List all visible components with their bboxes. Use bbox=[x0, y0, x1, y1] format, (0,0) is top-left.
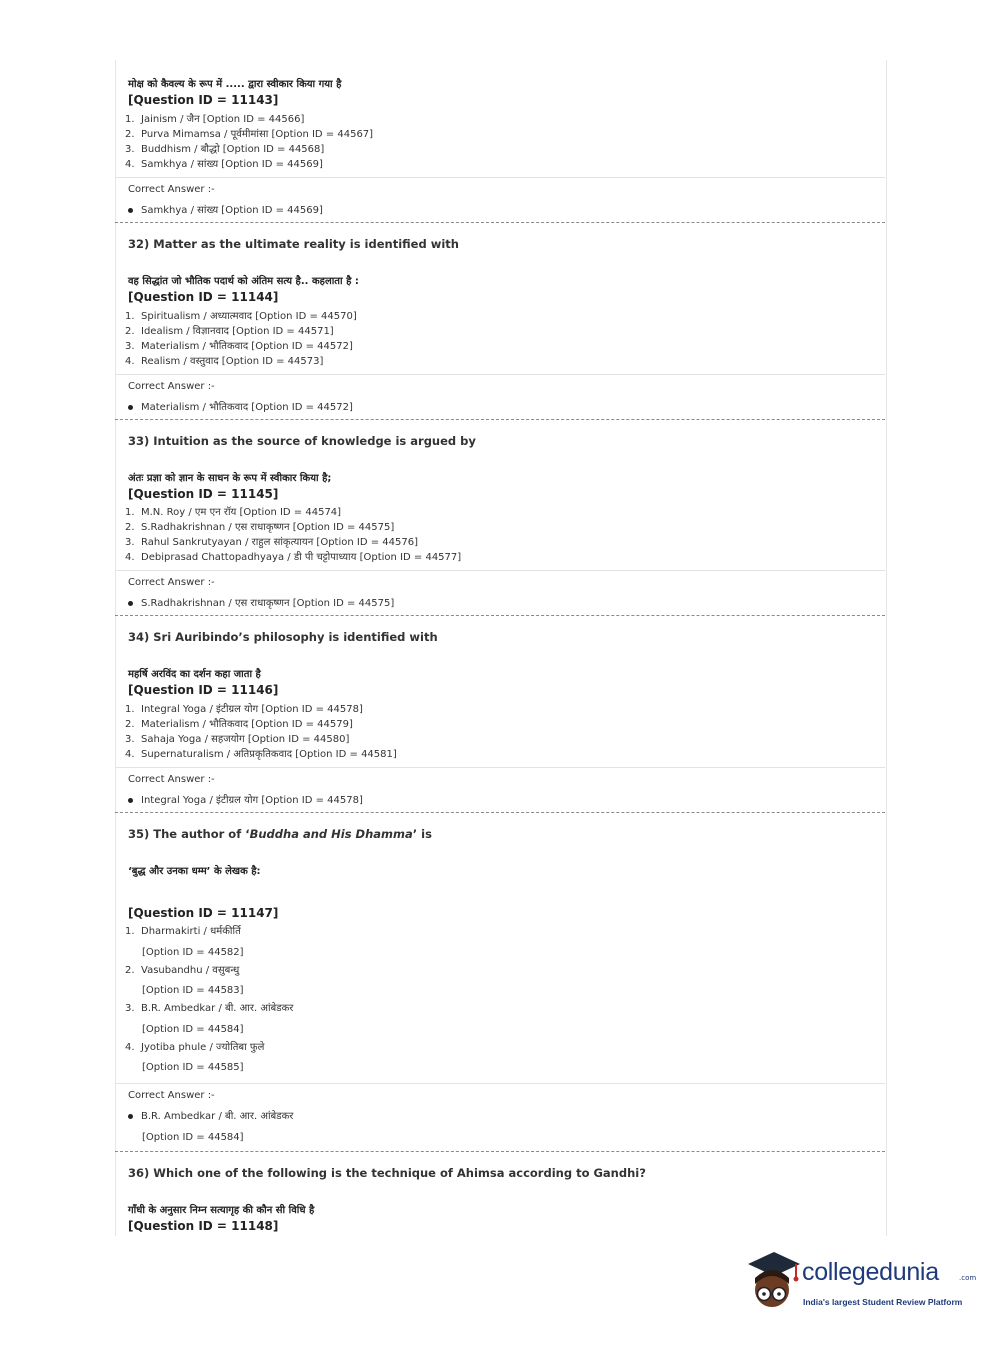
bullet-icon bbox=[128, 601, 133, 606]
q33-question: 33) Intuition as the source of knowledge is argued by bbox=[128, 434, 476, 448]
q31-question-id: [Question ID = 11143] bbox=[128, 93, 279, 107]
option-item: 2. Purva Mimamsa / पूर्वमीमांसा [Option ID = 44567] bbox=[125, 129, 374, 140]
correct-answer-label: Correct Answer :- bbox=[128, 381, 215, 392]
option-item: 1. Spiritualism / अध्यात्मवाद [Option ID = 44570] bbox=[125, 311, 357, 322]
question-separator bbox=[115, 615, 885, 616]
q31-hindi: मोक्ष को कैवल्य के रूप में ..... द्वारा स्वीकार किया गया है bbox=[128, 79, 342, 90]
q33-hindi: अंतः प्रज्ञा को ज्ञान के साधन के रूप में स्वीकार किया है; bbox=[128, 473, 332, 484]
divider bbox=[115, 1083, 885, 1084]
option-item: 4. Supernaturalism / अतिप्रकृतिकवाद [Option ID = 44581] bbox=[125, 749, 397, 760]
q35-question-id: [Question ID = 11147] bbox=[128, 906, 279, 920]
option-item: 4. Samkhya / सांख्य [Option ID = 44569] bbox=[125, 159, 323, 170]
correct-answer: Materialism / भौतिकवाद [Option ID = 44572] bbox=[128, 399, 353, 413]
question-separator bbox=[115, 812, 885, 813]
option-item: 4. Jyotiba phule / ज्योतिबा फुले bbox=[125, 1042, 265, 1053]
divider bbox=[115, 177, 885, 178]
q36-hindi: गाँधी के अनुसार निम्न सत्यागृह की कौन सी विधि है bbox=[128, 1205, 315, 1216]
option-item: 1. Integral Yoga / इंटीग्रल योग [Option ID = 44578] bbox=[125, 704, 363, 715]
option-item: 3. Buddhism / बौद्धो [Option ID = 44568] bbox=[125, 144, 325, 155]
q34-question-id: [Question ID = 11146] bbox=[128, 683, 279, 697]
correct-answer: Integral Yoga / इंटीग्रल योग [Option ID = 44578] bbox=[128, 792, 363, 806]
correct-answer-option-id: [Option ID = 44584] bbox=[142, 1132, 244, 1143]
correct-answer-label: Correct Answer :- bbox=[128, 1090, 215, 1101]
mascot-icon bbox=[742, 1248, 804, 1314]
option-id: [Option ID = 44584] bbox=[142, 1024, 244, 1035]
option-id: [Option ID = 44585] bbox=[142, 1062, 244, 1073]
option-item: 1. Jainism / जैन [Option ID = 44566] bbox=[125, 114, 305, 125]
option-item: 4. Debiprasad Chattopadhyaya / डी पी चट्टोपाध्याय [Option ID = 44577] bbox=[125, 552, 462, 563]
q32-question-id: [Question ID = 11144] bbox=[128, 290, 279, 304]
question-separator bbox=[115, 419, 885, 420]
logo-wordmark: collegedunia bbox=[802, 1258, 939, 1286]
bullet-icon bbox=[128, 208, 133, 213]
correct-answer: S.Radhakrishnan / एस राधाकृष्णन [Option ID = 44575] bbox=[128, 595, 394, 609]
bullet-icon bbox=[128, 798, 133, 803]
option-id: [Option ID = 44583] bbox=[142, 985, 244, 996]
option-item: 3. Sahaja Yoga / सहजयोग [Option ID = 44580] bbox=[125, 734, 350, 745]
option-item: 2. Idealism / विज्ञानवाद [Option ID = 44571] bbox=[125, 326, 334, 337]
q32-hindi: वह सिद्धांत जो भौतिक पदार्थ को अंतिम सत्य है.. कहलाता है : bbox=[128, 276, 359, 287]
divider bbox=[115, 767, 885, 768]
bullet-icon bbox=[128, 1114, 133, 1119]
option-item: 1. M.N. Roy / एम एन रॉय [Option ID = 44574] bbox=[125, 507, 342, 518]
bullet-icon bbox=[128, 405, 133, 410]
option-item: 3. Rahul Sankrutyayan / राहुल सांकृत्यायन [Option ID = 44576] bbox=[125, 537, 418, 548]
q36-question: 36) Which one of the following is the technique of Ahimsa according to Gandhi? bbox=[128, 1166, 646, 1180]
option-item: 2. S.Radhakrishnan / एस राधाकृष्णन [Option ID = 44575] bbox=[125, 522, 395, 533]
divider bbox=[115, 374, 885, 375]
q32-question: 32) Matter as the ultimate reality is identified with bbox=[128, 237, 459, 251]
q35-question: 35) The author of ‘Buddha and His Dhamma’ is bbox=[128, 827, 432, 841]
correct-answer-label: Correct Answer :- bbox=[128, 184, 215, 195]
correct-answer: B.R. Ambedkar / बी. आर. आंबेडकर bbox=[128, 1108, 293, 1122]
q36-question-id: [Question ID = 11148] bbox=[128, 1219, 279, 1233]
option-item: 3. Materialism / भौतिकवाद [Option ID = 44572] bbox=[125, 341, 353, 352]
collegedunia-logo bbox=[742, 1248, 977, 1318]
correct-answer: Samkhya / सांख्य [Option ID = 44569] bbox=[128, 202, 323, 216]
option-item: 2. Materialism / भौतिकवाद [Option ID = 44579] bbox=[125, 719, 353, 730]
correct-answer-label: Correct Answer :- bbox=[128, 774, 215, 785]
q34-hindi: महर्षि अरविंद का दर्शन कहा जाता है bbox=[128, 669, 261, 680]
option-item: 3. B.R. Ambedkar / बी. आर. आंबेडकर bbox=[125, 1003, 294, 1014]
logo-domain: .com bbox=[959, 1274, 977, 1282]
question-separator bbox=[115, 222, 885, 223]
option-item: 4. Realism / वस्तुवाद [Option ID = 44573] bbox=[125, 356, 324, 367]
divider bbox=[115, 570, 885, 571]
q35-hindi: ‘बुद्ध और उनका धम्म’ के लेखक है: bbox=[128, 866, 261, 877]
q34-question: 34) Sri Auribindo’s philosophy is identified with bbox=[128, 630, 438, 644]
correct-answer-label: Correct Answer :- bbox=[128, 577, 215, 588]
option-item: 1. Dharmakirti / धर्मकीर्ति bbox=[125, 926, 241, 937]
option-item: 2. Vasubandhu / वसुबन्धु bbox=[125, 965, 240, 976]
question-separator bbox=[115, 1151, 885, 1152]
q33-question-id: [Question ID = 11145] bbox=[128, 487, 279, 501]
option-id: [Option ID = 44582] bbox=[142, 947, 244, 958]
logo-tagline: India's largest Student Review Platform bbox=[803, 1297, 963, 1307]
